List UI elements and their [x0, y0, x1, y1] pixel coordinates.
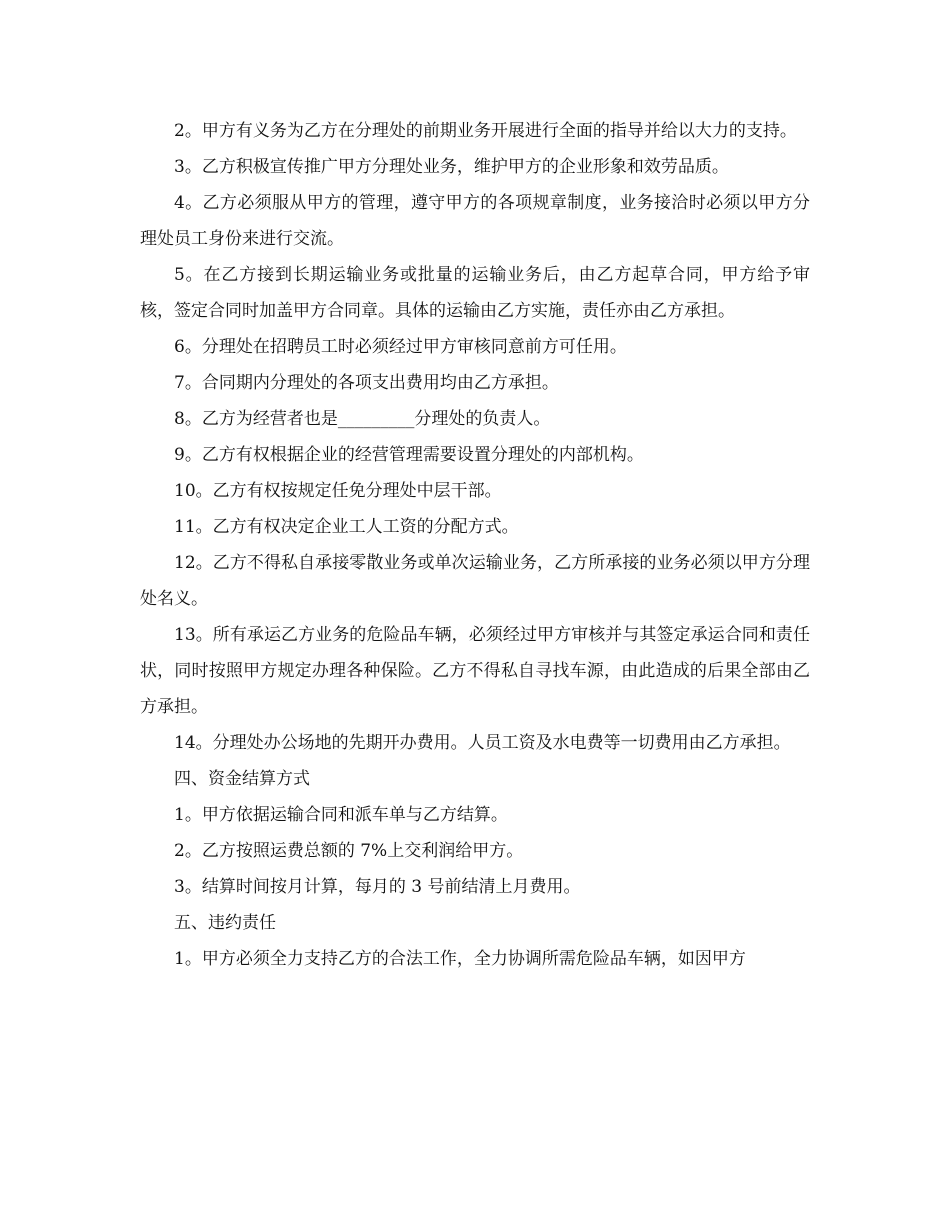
clause-12-business-name: 12。乙方不得私自承接零散业务或单次运输业务，乙方所承接的业务必须以甲方分理处名义。: [140, 553, 810, 609]
section-5-heading: 五、违约责任: [174, 913, 276, 933]
clause-10-appointments: 10。乙方有权按规定任免分理处中层干部。: [174, 481, 502, 501]
document-page: [140, 113, 810, 977]
settlement-clause-1: 1。甲方依据运输合同和派车单与乙方结算。: [174, 805, 508, 825]
clause-4-management: 4。乙方必须服从甲方的管理，遵守甲方的各项规章制度，业务接洽时必须以甲方分理处员工身份来进行交流。: [140, 193, 810, 249]
clause-5-contract-drafting: 5。在乙方接到长期运输业务或批量的运输业务后，由乙方起草合同，甲方给予审核，签定合同时加盖甲方合同章。具体的运输由乙方实施，责任亦由乙方承担。: [140, 265, 810, 321]
settlement-clause-3: 3。结算时间按月计算，每月的 3 号前结清上月费用。: [174, 877, 581, 897]
clause-9-internal-structure: 9。乙方有权根据企业的经营管理需要设置分理处的内部机构。: [174, 445, 644, 465]
liability-clause-1: 1。甲方必须全力支持乙方的合法工作，全力协调所需危险品车辆，如因甲方: [174, 949, 746, 969]
clause-8-responsible-person: 8。乙方为经营者也是_________分理处的负责人。: [174, 409, 551, 429]
settlement-clause-2: 2。乙方按照运费总额的 7%上交利润给甲方。: [174, 841, 524, 861]
clause-7-expenses: 7。合同期内分理处的各项支出费用均由乙方承担。: [174, 373, 559, 393]
clause-13-hazardous-vehicles: 13。所有承运乙方业务的危险品车辆，必须经过甲方审核并与其签定承运合同和责任状，同时按照甲方规定办理各种保险。乙方不得私自寻找车源，由此造成的后果全部由乙方承担。: [140, 625, 810, 717]
clause-11-wages: 11。乙方有权决定企业工人工资的分配方式。: [174, 517, 519, 537]
clause-14-startup-costs: 14。分理处办公场地的先期开办费用。人员工资及水电费等一切费用由乙方承担。: [174, 733, 791, 753]
clause-2-obligation-guidance: 2。甲方有义务为乙方在分理处的前期业务开展进行全面的指导并给以大力的支持。: [174, 121, 797, 141]
clause-3-promotion: 3。乙方积极宣传推广甲方分理处业务，维护甲方的企业形象和效劳品质。: [174, 157, 729, 177]
section-4-heading: 四、资金结算方式: [174, 769, 310, 789]
clause-6-hiring: 6。分理处在招聘员工时必须经过甲方审核同意前方可任用。: [174, 337, 627, 357]
